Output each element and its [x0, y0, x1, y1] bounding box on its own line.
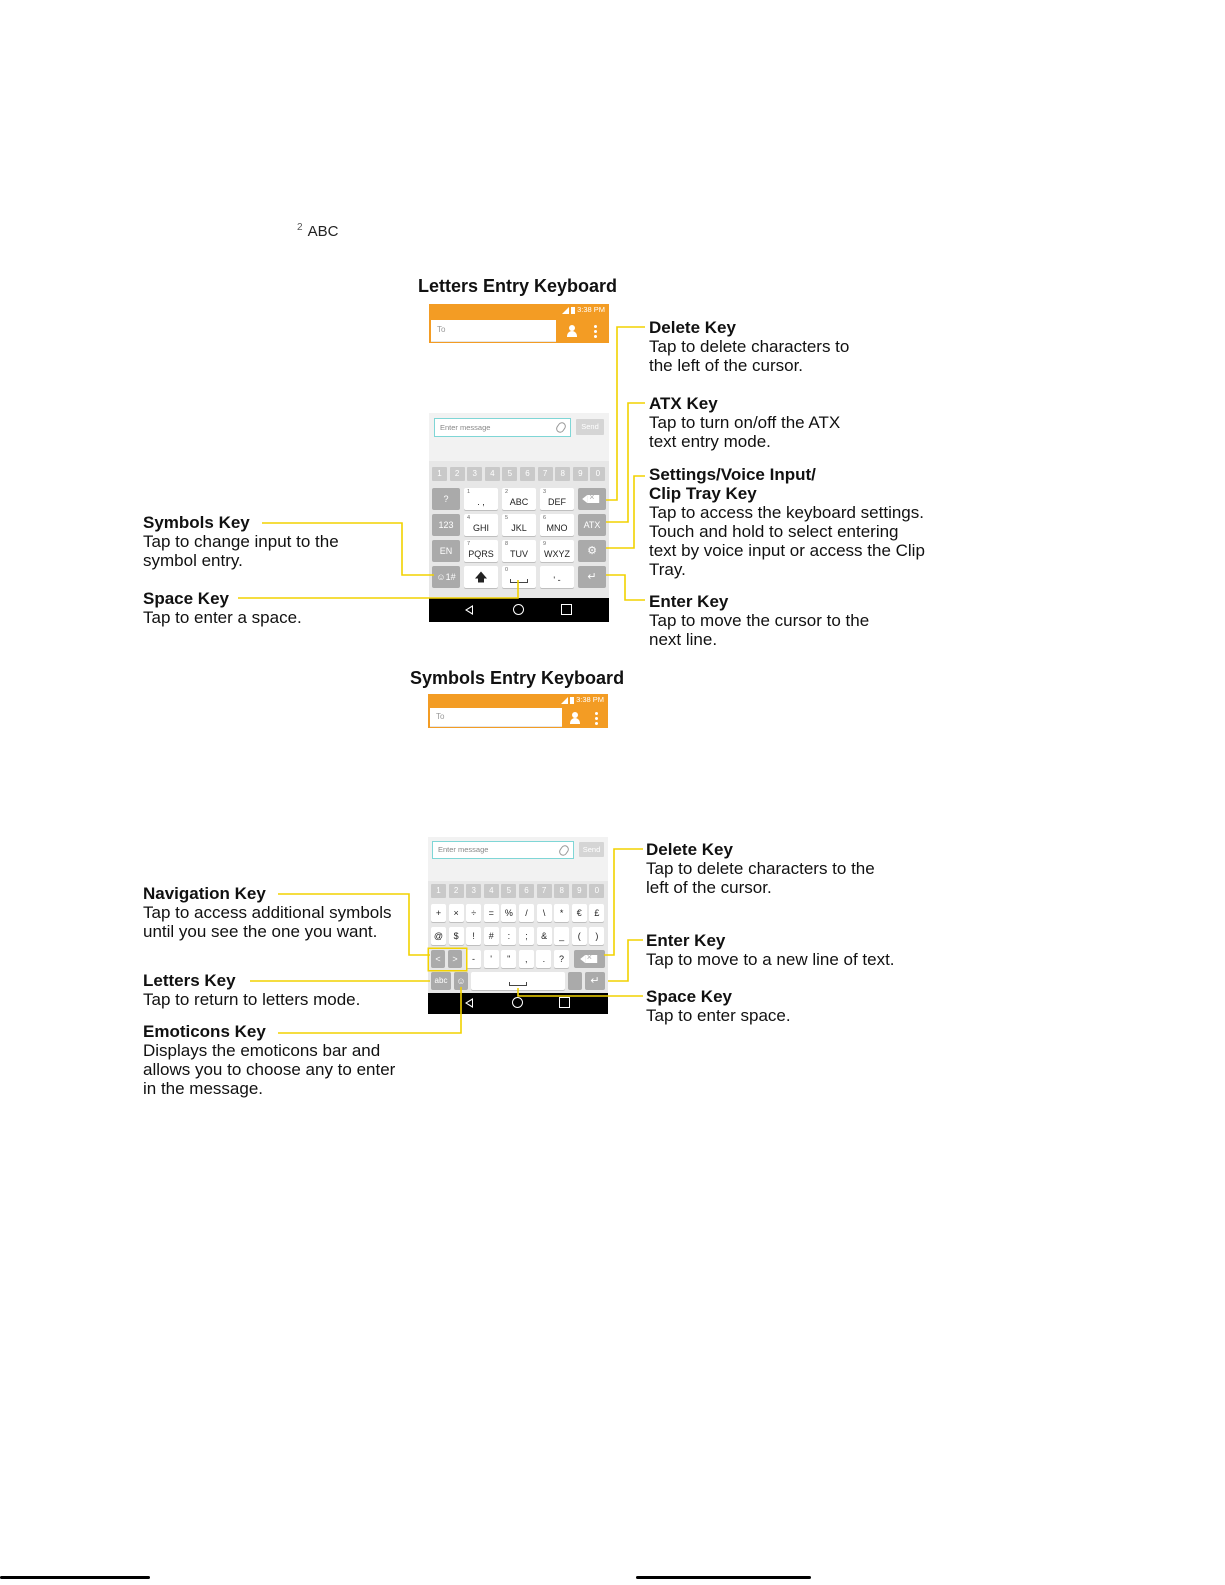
key-4[interactable]: 4 GHI: [464, 514, 498, 536]
inline-key-number: 2: [297, 222, 303, 233]
symbol-key-3[interactable]: =: [484, 904, 499, 922]
status-time: 3:38 PM: [577, 305, 605, 314]
symbol-key-2[interactable]: ÷: [466, 904, 481, 922]
number-key-4[interactable]: 5: [501, 884, 516, 898]
language-key[interactable]: EN: [432, 540, 460, 562]
key-5[interactable]: 5 JKL: [502, 514, 536, 536]
callout-symbols-key: Symbols Key Tap to change input to the symbol entry.: [143, 513, 339, 570]
number-key-7[interactable]: 8: [555, 467, 570, 481]
question-key[interactable]: ?: [432, 488, 460, 510]
key-1[interactable]: 1 . ,: [464, 488, 498, 510]
space-key[interactable]: 0: [502, 566, 536, 588]
nav-prev-key[interactable]: <: [431, 950, 445, 968]
to-placeholder: To: [436, 712, 445, 721]
symbol-key-1[interactable]: $: [449, 927, 464, 945]
inline-key-label: ABC: [307, 223, 339, 240]
callout-sym-space-key: Space Key Tap to enter space.: [646, 987, 791, 1025]
symbol-key-5[interactable]: ?: [554, 950, 569, 968]
letters-keyboard-title: Letters Entry Keyboard: [418, 276, 618, 296]
callout-settings-key: Settings/Voice Input/ Clip Tray Key Tap to access the keyboard settings. Touch and hold to select entering text by voice input or access the Clip Tray.: [649, 465, 925, 579]
number-key-9[interactable]: 0: [589, 884, 604, 898]
status-time: 3:38 PM: [576, 695, 604, 704]
callout-emoticons-key: Emoticons Key Displays the emoticons bar and allows you to choose any to enter in the message.: [143, 1022, 396, 1098]
symbol-key-0[interactable]: -: [466, 950, 481, 968]
callout-delete-key: Delete Key Tap to delete characters to the left of the cursor.: [649, 318, 850, 375]
callout-letters-key: Letters Key Tap to return to letters mode.: [143, 971, 361, 1009]
symbol-key-2[interactable]: ": [501, 950, 516, 968]
symbol-key-7[interactable]: *: [554, 904, 569, 922]
key-6[interactable]: 6 MNO: [540, 514, 574, 536]
atx-key[interactable]: ATX: [578, 514, 606, 536]
apostrophe-key[interactable]: ' -: [540, 566, 574, 588]
symbol-key-0[interactable]: @: [431, 927, 446, 945]
gear-icon: ⚙: [587, 545, 597, 558]
line-settings: [606, 476, 645, 548]
message-placeholder: Enter message: [440, 423, 491, 432]
nav-next-key[interactable]: >: [448, 950, 462, 968]
symbol-key-7[interactable]: _: [554, 927, 569, 945]
send-button[interactable]: Send: [579, 842, 604, 857]
send-button[interactable]: Send: [576, 419, 604, 435]
number-key-2[interactable]: 3: [467, 467, 482, 481]
symbols-keyboard-title: Symbols Entry Keyboard: [410, 668, 625, 688]
symbol-key-4[interactable]: %: [501, 904, 516, 922]
line-delete: [606, 327, 645, 500]
symbol-key-8[interactable]: €: [572, 904, 587, 922]
symbol-key-9[interactable]: ): [589, 927, 604, 945]
callout-sym-delete-key: Delete Key Tap to delete characters to the left of the cursor.: [646, 840, 875, 897]
symbol-key-9[interactable]: £: [589, 904, 604, 922]
key-7[interactable]: 7 PQRS: [464, 540, 498, 562]
message-placeholder: Enter message: [438, 845, 489, 854]
symbol-key-4[interactable]: :: [501, 927, 516, 945]
number-key-0[interactable]: 1: [431, 884, 446, 898]
mode-123-key[interactable]: 123: [432, 514, 460, 536]
symbol-key-1[interactable]: ×: [449, 904, 464, 922]
key-2[interactable]: 2 ABC: [502, 488, 536, 510]
symbol-key-2[interactable]: !: [466, 927, 481, 945]
line-atx: [606, 403, 645, 522]
number-key-3[interactable]: 4: [484, 884, 499, 898]
callout-enter-key: Enter Key Tap to move the cursor to the next line.: [649, 592, 870, 649]
symbol-key-3[interactable]: #: [484, 927, 499, 945]
line-sym-delete: [604, 849, 643, 955]
number-key-6[interactable]: 7: [538, 467, 553, 481]
number-key-1[interactable]: 2: [450, 467, 465, 481]
key-3[interactable]: 3 DEF: [540, 488, 574, 510]
symbol-key-3[interactable]: ,: [519, 950, 534, 968]
number-key-3[interactable]: 4: [485, 467, 500, 481]
symbol-key-8[interactable]: (: [572, 927, 587, 945]
enter-icon: ↵: [587, 570, 597, 583]
smiley-icon: ☺: [456, 976, 466, 986]
number-key-7[interactable]: 8: [554, 884, 569, 898]
number-key-0[interactable]: 1: [432, 467, 447, 481]
number-key-4[interactable]: 5: [502, 467, 517, 481]
symbol-key-0[interactable]: +: [431, 904, 446, 922]
symbol-key-1[interactable]: ': [484, 950, 499, 968]
key-9[interactable]: 9 WXYZ: [540, 540, 574, 562]
enter-icon: ↵: [590, 974, 600, 987]
number-key-2[interactable]: 3: [466, 884, 481, 898]
number-key-8[interactable]: 9: [573, 467, 588, 481]
bottom-rule-right: [636, 1576, 811, 1579]
callout-navigation-key: Navigation Key Tap to access additional symbols until you see the one you want.: [143, 884, 392, 941]
bottom-rule-left: [0, 1576, 150, 1579]
to-placeholder: To: [437, 325, 446, 334]
symbols-key[interactable]: ☺1#: [432, 566, 460, 588]
number-key-8[interactable]: 9: [572, 884, 587, 898]
symbol-key-6[interactable]: &: [537, 927, 552, 945]
number-key-5[interactable]: 6: [520, 467, 535, 481]
line-sym-space: [518, 988, 643, 996]
letters-key[interactable]: abc: [431, 972, 451, 990]
symbol-key-6[interactable]: \: [537, 904, 552, 922]
number-key-1[interactable]: 2: [449, 884, 464, 898]
symbol-key-5[interactable]: /: [519, 904, 534, 922]
callout-sym-enter-key: Enter Key Tap to move to a new line of text.: [646, 931, 895, 969]
callout-space-key: Space Key Tap to enter a space.: [143, 589, 302, 627]
number-key-5[interactable]: 6: [519, 884, 534, 898]
number-key-9[interactable]: 0: [590, 467, 605, 481]
line-enter: [606, 575, 645, 600]
symbol-key-5[interactable]: ;: [519, 927, 534, 945]
number-key-6[interactable]: 7: [537, 884, 552, 898]
callout-atx-key: ATX Key Tap to turn on/off the ATX text entry mode.: [649, 394, 841, 451]
symbol-key-4[interactable]: .: [536, 950, 551, 968]
key-8[interactable]: 8 TUV: [502, 540, 536, 562]
